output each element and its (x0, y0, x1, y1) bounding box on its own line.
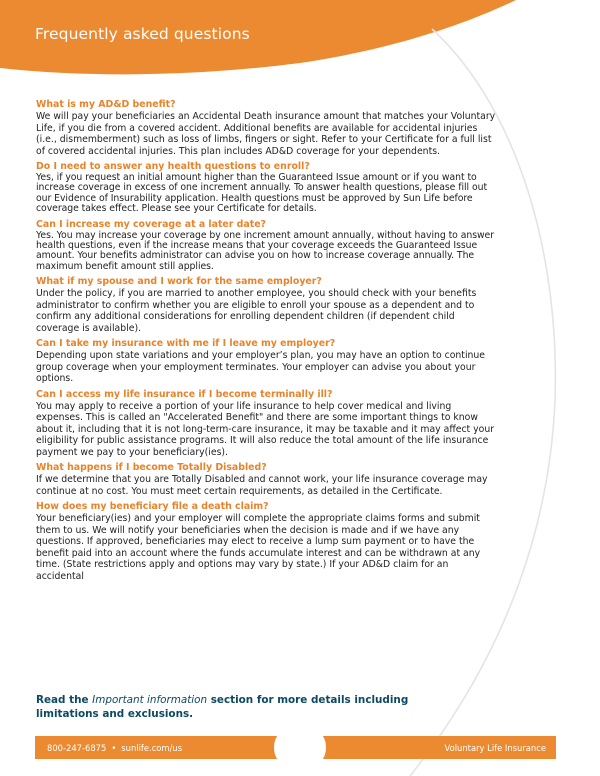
faq-question: Can I access my life insurance if I become terminally ill? (36, 388, 333, 400)
faq-question: What is my AD&D benefit? (36, 99, 176, 110)
faq-answer: Your beneficiary(ies) and your employer will complete the appropriate claims forms and submit them to us. We will notify your beneficiaries when the decision is made and if we have any questions. If approved, beneficiaries may elect to receive a lump sum payment or to have the benefit paid into an account where the funds accumulate interest and can be withdrawn at any time. (State restrictions apply and options may vary by state.) If your AD&D claim for an accidental (36, 513, 481, 582)
faq-question: How does my beneficiary file a death claim? (36, 501, 269, 513)
faq-item (36, 276, 496, 334)
faq-answer: If we determine that you are Totally Disabled and cannot work, your life insurance coverage may continue at no cost. You must meet certain requirements, as detailed in the Certificate. (36, 474, 488, 497)
faq-item (36, 389, 496, 459)
note-prefix: Read the (36, 694, 93, 706)
faq-item (36, 99, 496, 157)
footer-website-link[interactable]: sunlife.com/us (121, 742, 183, 753)
faq-question: Can I take my insurance with me if I leave my employer? (36, 338, 336, 350)
faq-answer: We will pay your beneficiaries an Accidental Death insurance amount that matches your Voluntary Life, if you die from a covered accident. Additional benefits are available for accidental injuries (i.e., dismemberment) such as loss of limbs, fingers or sight. Refer to your Certificate for a full list of covered accidental injuries. This plan includes AD&D coverage for your dependents. (36, 111, 496, 157)
faq-question: What if my spouse and I work for the same employer? (36, 276, 322, 288)
faq-item (36, 338, 496, 385)
page-title: Frequently asked questions (35, 25, 250, 43)
faq-answer: Under the policy, if you are married to another employee, you should check with your benefits administrator to confirm whether you are eligible to enroll your spouse as a dependent and to confirm any additional considerations for enrolling dependent children (if dependent child coverage is available). (36, 288, 477, 334)
footer-contact-bar (35, 736, 283, 759)
faq-item (36, 462, 496, 497)
faq-question: What happens if I become Totally Disabled? (36, 462, 267, 474)
faq-question: Can I increase my coverage at a later date? (36, 218, 266, 230)
faq-answer: Depending upon state variations and your employer’s plan, you may have an option to continue group coverage when your employment terminates. Your employer can advise you about your options. (36, 350, 486, 385)
important-info-note (36, 693, 416, 721)
footer-phone[interactable]: 800-247-6875 (47, 742, 107, 753)
footer-notch-right (304, 731, 326, 764)
footer-product-bar (316, 736, 556, 759)
footer-notch-left (274, 731, 296, 764)
footer-bullet-separator: • (111, 742, 117, 753)
faq-item (36, 161, 496, 215)
faq-answer: Yes. You may increase your coverage by one increment amount annually, without having to answer health questions, even if the increase means that your coverage exceeds the Guaranteed Issue amount. Your benefits administrator can advise you on how to increase coverage annually. The maximum benefit amount still applies. (36, 229, 495, 272)
note-suffix: section for more details including limitations and exclusions. (36, 694, 409, 720)
faq-question: Do I need to answer any health questions to enroll? (36, 161, 310, 172)
footer-product-name: Voluntary Life Insurance (444, 742, 546, 753)
faq-answer: You may apply to receive a portion of your life insurance to help cover medical and living expenses. This is called an "Accelerated Benefit" and there are some important things to know about it, including that it is not long-term-care insurance, it may be taxable and it may affect your eligibility for public assistance programs. It will also reduce the total amount of the life insurance payment we pay to your beneficiary(ies). (36, 400, 495, 458)
faq-item (36, 501, 496, 582)
faq-item (36, 219, 496, 273)
faq-list (36, 99, 496, 586)
note-emphasis: Important information (92, 694, 208, 706)
faq-answer: Yes, if you request an initial amount higher than the Guaranteed Issue amount or if you want to increase coverage in excess of one increment annually. To answer health questions, please fill out our Evidence of Insurability application. Health questions must be approved by Sun Life before coverage takes effect. Please see your Certificate for details. (36, 172, 488, 215)
